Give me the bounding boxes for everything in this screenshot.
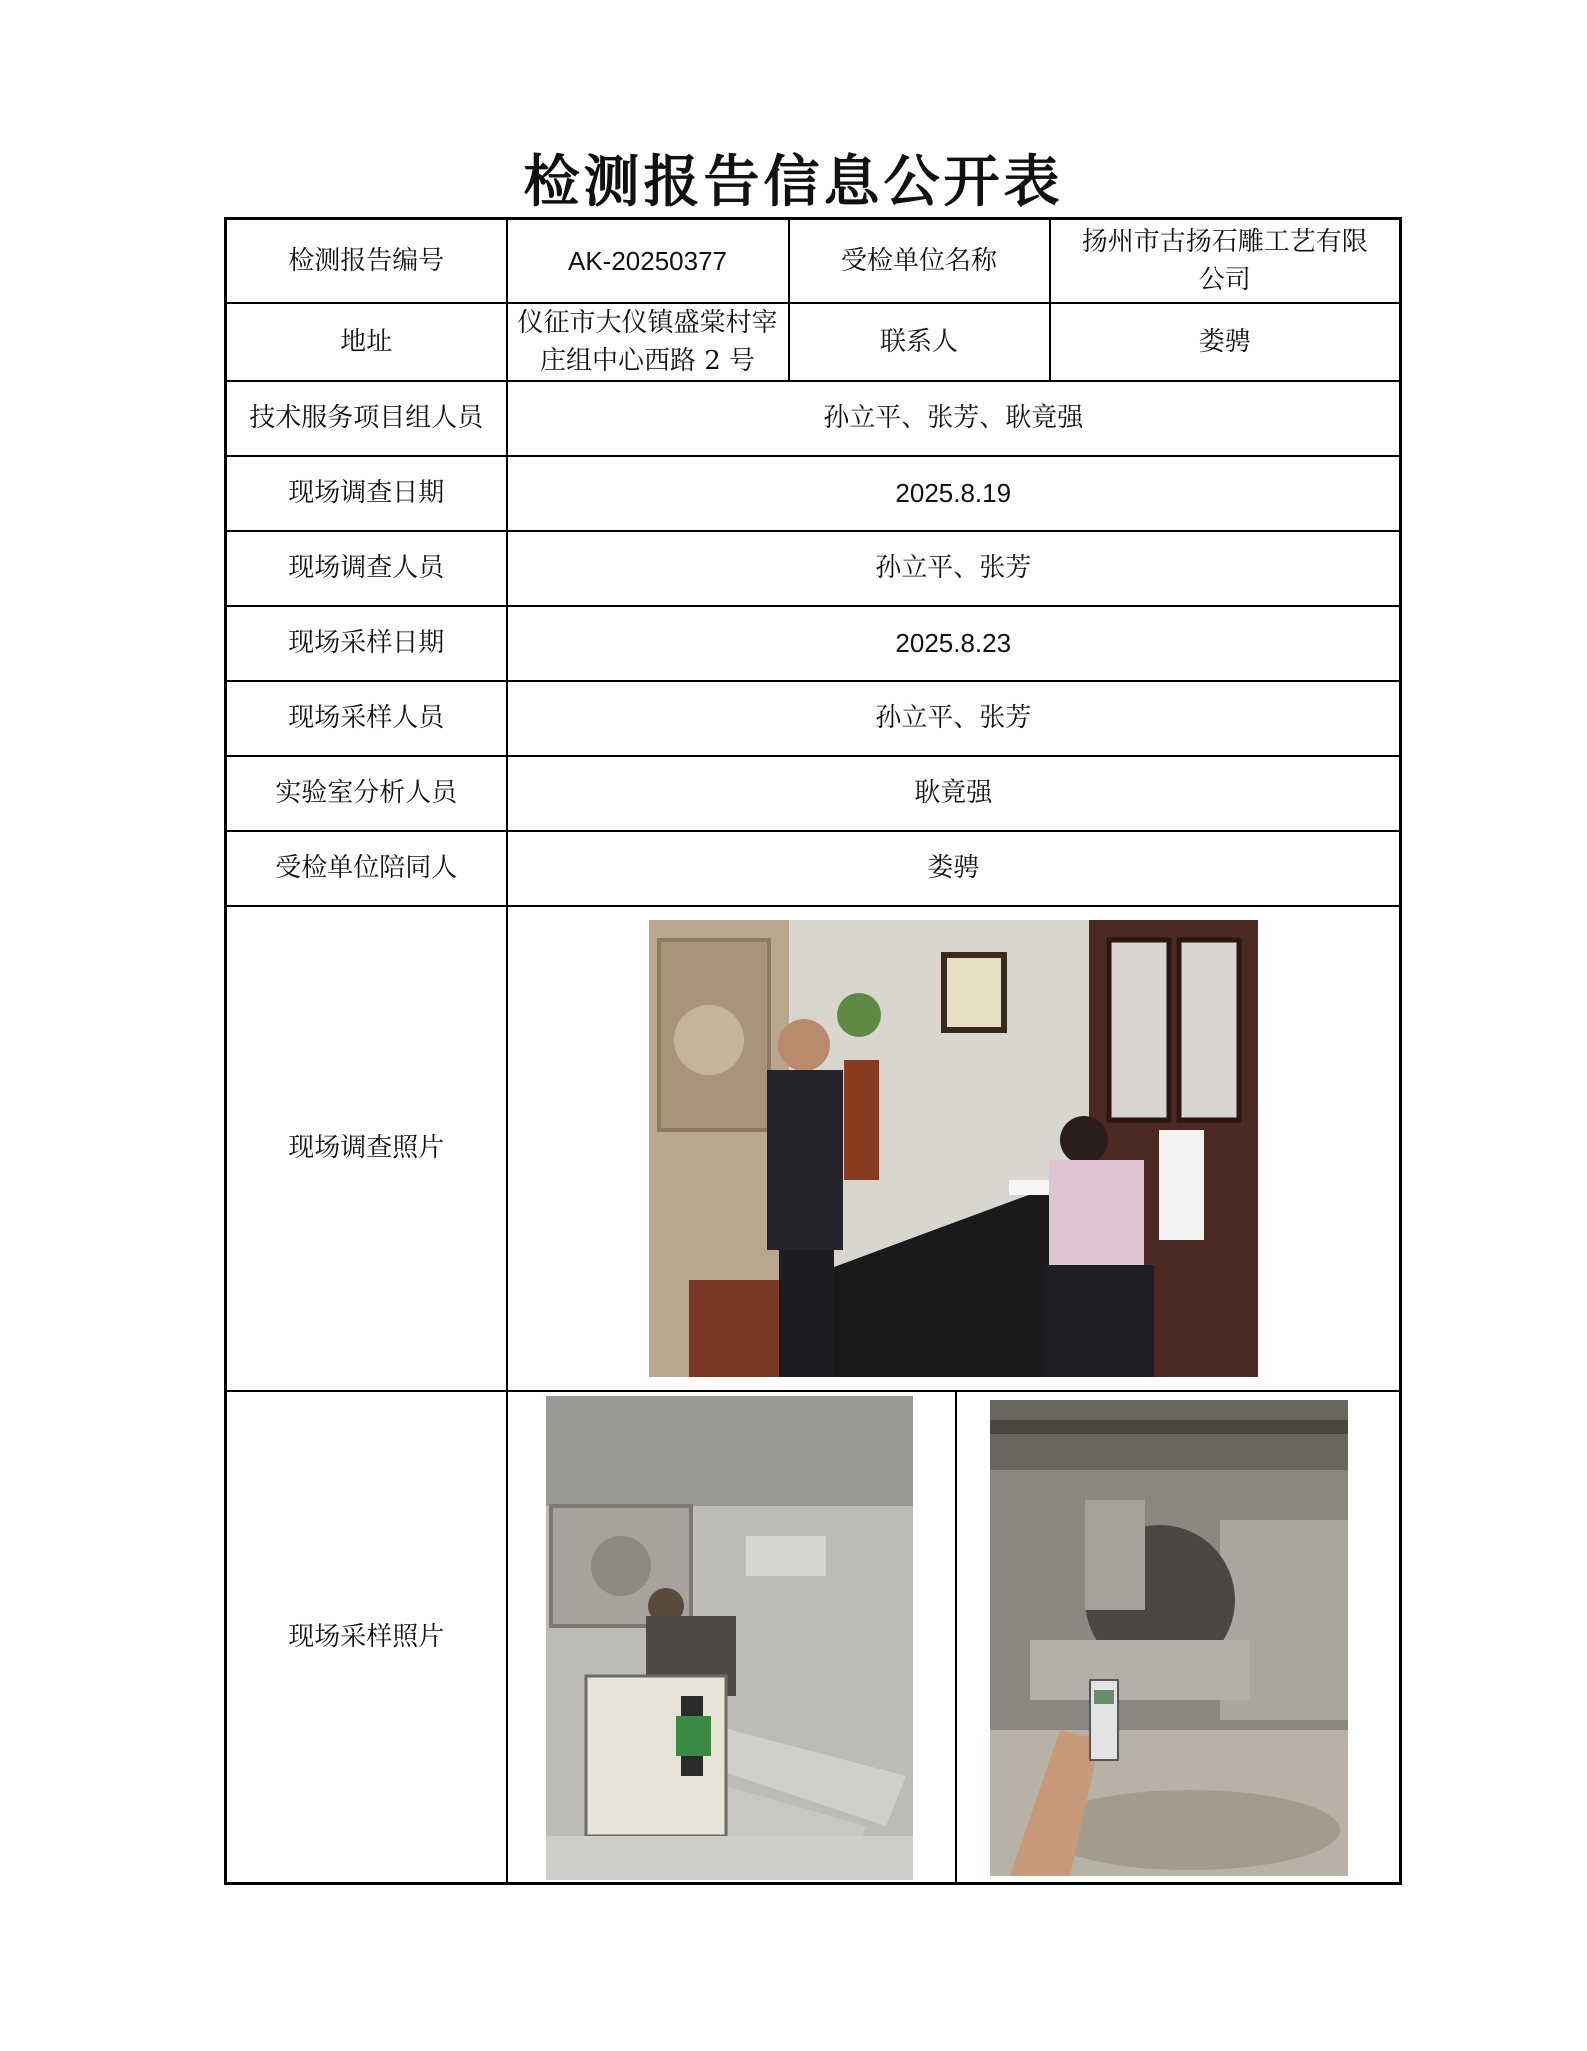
sampling-photo-label: 现场采样照片 bbox=[226, 1391, 507, 1884]
row-survey-date bbox=[226, 456, 1401, 531]
row-lab-staff bbox=[226, 756, 1401, 831]
lab-staff-label: 实验室分析人员 bbox=[226, 756, 507, 831]
team-label: 技术服务项目组人员 bbox=[226, 381, 507, 456]
team-value: 孙立平、张芳、耿竟强 bbox=[507, 381, 1401, 456]
lab-staff-value: 耿竟强 bbox=[507, 756, 1401, 831]
address-value: 仪征市大仪镇盛棠村宰庄组中心西路 2 号 bbox=[507, 303, 789, 381]
row-survey-staff bbox=[226, 531, 1401, 606]
survey-photo-label: 现场调查照片 bbox=[226, 906, 507, 1391]
survey-photo bbox=[649, 920, 1258, 1377]
sampling-photo-left bbox=[546, 1396, 913, 1880]
survey-photo-cell bbox=[507, 906, 1401, 1391]
sampling-date-value: 2025.8.23 bbox=[507, 606, 1401, 681]
row-team bbox=[226, 381, 1401, 456]
survey-date-label: 现场调查日期 bbox=[226, 456, 507, 531]
unit-name-value: 扬州市古扬石雕工艺有限公司 bbox=[1050, 219, 1401, 303]
sampling-photo-cell bbox=[507, 1391, 1401, 1884]
row-survey-photo bbox=[226, 906, 1401, 1391]
row-sampling-date bbox=[226, 606, 1401, 681]
row-escort bbox=[226, 831, 1401, 906]
address-label: 地址 bbox=[226, 303, 507, 381]
escort-value: 娄骋 bbox=[507, 831, 1401, 906]
row-address bbox=[226, 303, 1401, 381]
photo-divider bbox=[955, 1392, 957, 1883]
escort-label: 受检单位陪同人 bbox=[226, 831, 507, 906]
unit-name-label: 受检单位名称 bbox=[789, 219, 1050, 303]
row-sampling-staff bbox=[226, 681, 1401, 756]
contact-value: 娄骋 bbox=[1050, 303, 1401, 381]
report-no-label: 检测报告编号 bbox=[226, 219, 507, 303]
sampling-staff-value: 孙立平、张芳 bbox=[507, 681, 1401, 756]
report-no-value: AK-20250377 bbox=[507, 219, 789, 303]
sampling-date-label: 现场采样日期 bbox=[226, 606, 507, 681]
sampling-photo-right bbox=[990, 1400, 1348, 1876]
survey-staff-label: 现场调查人员 bbox=[226, 531, 507, 606]
survey-date-value: 2025.8.19 bbox=[507, 456, 1401, 531]
report-info-table bbox=[224, 217, 1402, 1885]
row-sampling-photo bbox=[226, 1391, 1401, 1884]
sampling-staff-label: 现场采样人员 bbox=[226, 681, 507, 756]
page-title: 检测报告信息公开表 bbox=[523, 149, 1064, 215]
row-report-no bbox=[226, 219, 1401, 303]
contact-label: 联系人 bbox=[789, 303, 1050, 381]
survey-staff-value: 孙立平、张芳 bbox=[507, 531, 1401, 606]
